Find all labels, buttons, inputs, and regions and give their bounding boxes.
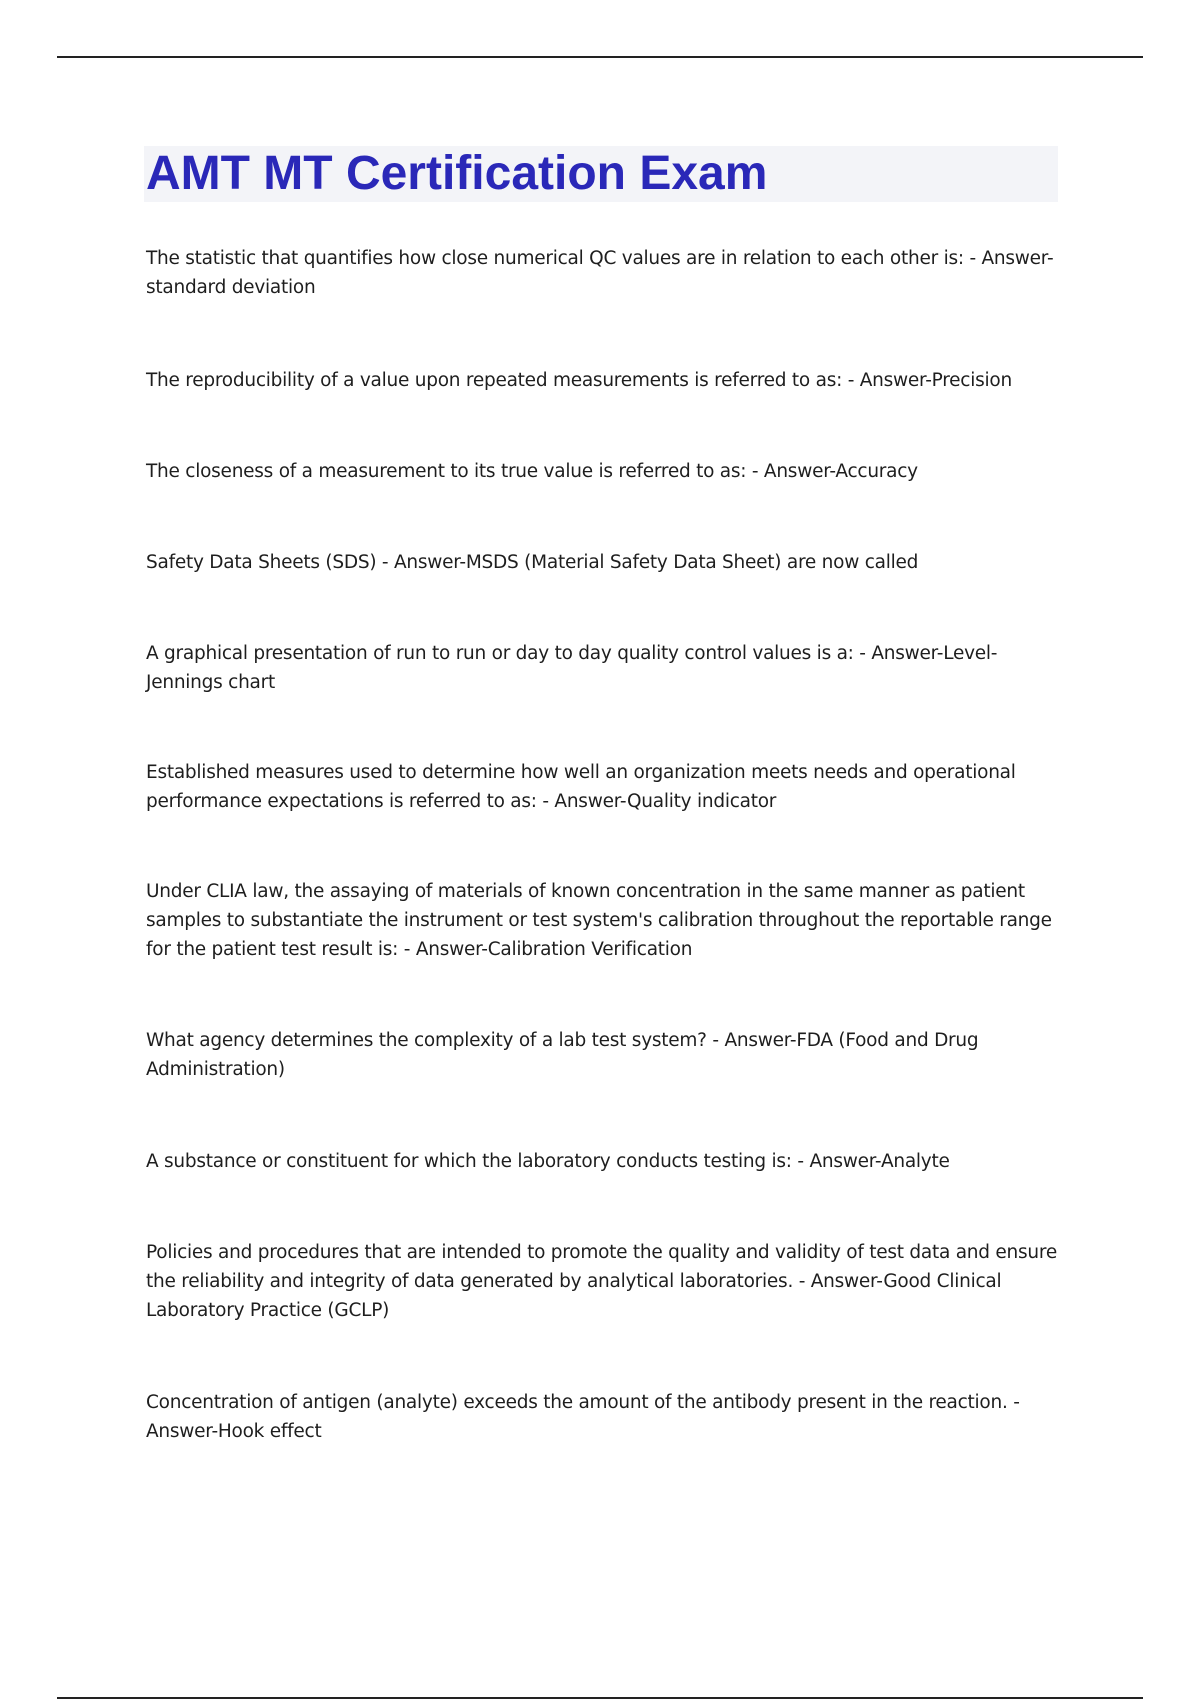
qa-item-9: A substance or constituent for which the laboratory conducts testing is: - Answer-Analyte (146, 1151, 950, 1172)
top-rule (57, 56, 1143, 58)
qa-item-3: The closeness of a measurement to its true value is referred to as: - Answer-Accuracy (146, 461, 918, 482)
qa-item-4: Safety Data Sheets (SDS) - Answer-MSDS (Material Safety Data Sheet) are now called (146, 552, 919, 573)
qa-item-11: Concentration of antigen (analyte) exceeds the amount of the antibody present in the reaction. - Answer-Hook effect (146, 1392, 1020, 1442)
qa-item-8: What agency determines the complexity of a lab test system? - Answer-FDA (Food and Drug Administration) (146, 1030, 979, 1080)
qa-item-1: The statistic that quantifies how close numerical QC values are in relation to each other is: - Answer-standard deviation (146, 248, 1054, 298)
bottom-rule (57, 1697, 1143, 1699)
document-title: AMT MT Certification Exam (146, 147, 768, 200)
qa-item-2: The reproducibility of a value upon repeated measurements is referred to as: - Answer-Precision (146, 370, 1012, 391)
qa-item-7: Under CLIA law, the assaying of materials of known concentration in the same manner as patient samples to substantiate the instrument or test system's calibration throughout the reportable range for the patient test result is: - Answer-Calibration Verification (146, 881, 1052, 960)
qa-item-6: Established measures used to determine how well an organization meets needs and operational performance expectations is referred to as: - Answer-Quality indicator (146, 762, 1016, 812)
qa-item-10: Policies and procedures that are intended to promote the quality and validity of test data and ensure the reliability and integrity of data generated by analytical laboratories. - Answer-Good Clinical Laboratory Practice (GCLP) (146, 1242, 1057, 1321)
qa-item-5: A graphical presentation of run to run or day to day quality control values is a: - Answer-Level-Jennings chart (146, 643, 998, 693)
